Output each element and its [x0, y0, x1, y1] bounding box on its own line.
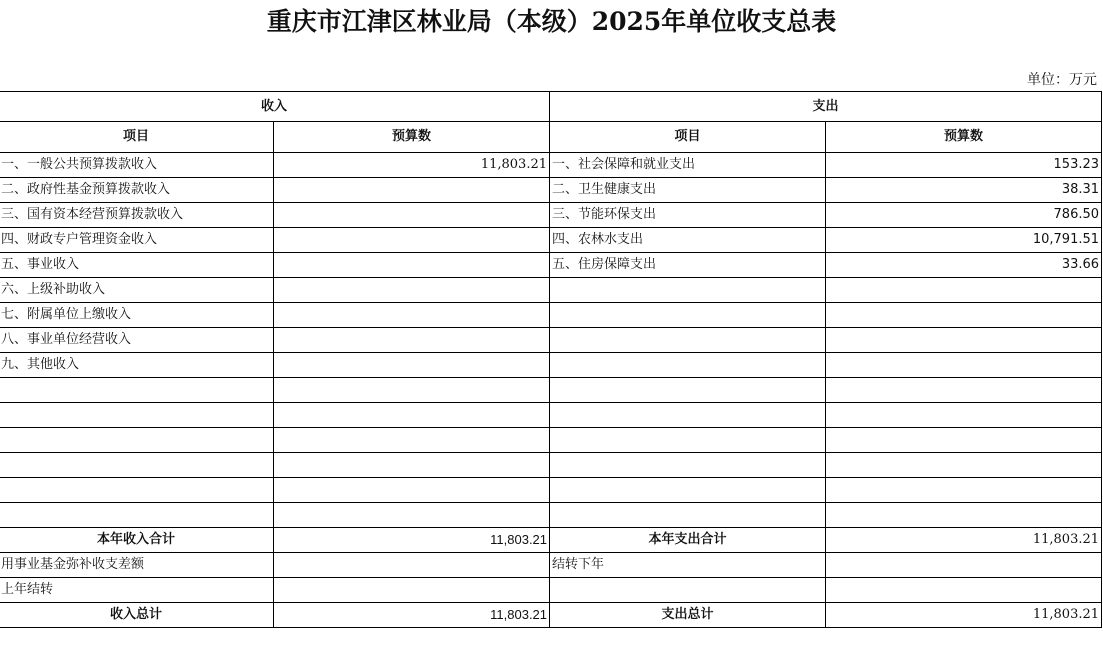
expense-header: 支出	[550, 92, 1102, 122]
empty-cell	[550, 428, 826, 453]
table-row	[0, 153, 1102, 178]
income-value	[274, 353, 550, 378]
empty-cell	[550, 403, 826, 428]
income-budget-header: 预算数	[274, 122, 550, 153]
expense-value: 33.66	[826, 253, 1102, 278]
income-value	[274, 278, 550, 303]
expense-value: 153.23	[826, 153, 1102, 178]
empty-cell	[826, 378, 1102, 403]
income-item-header: 项目	[0, 122, 274, 153]
empty-cell	[826, 453, 1102, 478]
empty-cell	[826, 428, 1102, 453]
empty-row	[0, 453, 1102, 478]
income-value	[274, 178, 550, 203]
income-value	[274, 303, 550, 328]
expense-grand-total-value: 11,803.21	[826, 603, 1102, 628]
expense-label: 一、社会保障和就业支出	[550, 153, 826, 178]
income-header: 收入	[0, 92, 550, 122]
expense-grand-total-label: 支出总计	[550, 603, 826, 628]
budget-table	[0, 91, 1102, 628]
empty-cell	[550, 503, 826, 528]
income-value	[274, 228, 550, 253]
empty-cell	[550, 378, 826, 403]
income-grand-total-value: 11,803.21	[274, 603, 550, 628]
empty-cell	[826, 578, 1102, 603]
empty-cell	[826, 328, 1102, 353]
empty-row	[0, 378, 1102, 403]
expense-label: 三、节能环保支出	[550, 203, 826, 228]
empty-row	[0, 428, 1102, 453]
income-value	[274, 253, 550, 278]
year-total-row	[0, 528, 1102, 553]
fund-row	[0, 553, 1102, 578]
empty-cell	[274, 378, 550, 403]
empty-cell	[826, 403, 1102, 428]
expense-label: 二、卫生健康支出	[550, 178, 826, 203]
empty-cell	[826, 478, 1102, 503]
table-row	[0, 303, 1102, 328]
empty-cell	[0, 428, 274, 453]
expense-value: 38.31	[826, 178, 1102, 203]
empty-cell	[550, 578, 826, 603]
empty-cell	[550, 303, 826, 328]
income-label: 八、事业单位经营收入	[0, 328, 274, 353]
year-expense-total-value: 11,803.21	[826, 528, 1102, 553]
fund-label: 用事业基金弥补收支差额	[0, 553, 274, 578]
income-label: 五、事业收入	[0, 253, 274, 278]
prev-year-row	[0, 578, 1102, 603]
year-expense-total-label: 本年支出合计	[550, 528, 826, 553]
empty-row	[0, 403, 1102, 428]
empty-cell	[274, 453, 550, 478]
empty-cell	[0, 378, 274, 403]
empty-cell	[826, 353, 1102, 378]
table-row	[0, 253, 1102, 278]
page-title: 重庆市江津区林业局（本级）2025年单位收支总表	[266, 7, 837, 36]
column-header-row	[0, 122, 1102, 153]
prev-year-label: 上年结转	[0, 578, 274, 603]
expense-budget-header: 预算数	[826, 122, 1102, 153]
table-row	[0, 278, 1102, 303]
income-label: 三、国有资本经营预算拨款收入	[0, 203, 274, 228]
expense-value: 786.50	[826, 203, 1102, 228]
income-label: 九、其他收入	[0, 353, 274, 378]
table-row	[0, 328, 1102, 353]
income-label: 一、一般公共预算拨款收入	[0, 153, 274, 178]
empty-cell	[274, 578, 550, 603]
expense-value: 10,791.51	[826, 228, 1102, 253]
empty-row	[0, 503, 1102, 528]
empty-cell	[274, 503, 550, 528]
empty-cell	[274, 478, 550, 503]
empty-cell	[550, 453, 826, 478]
empty-row	[0, 478, 1102, 503]
empty-cell	[826, 278, 1102, 303]
income-label: 二、政府性基金预算拨款收入	[0, 178, 274, 203]
income-value	[274, 203, 550, 228]
income-label: 七、附属单位上缴收入	[0, 303, 274, 328]
empty-cell	[0, 478, 274, 503]
table-header-row	[0, 92, 1102, 122]
year-income-total-value: 11,803.21	[274, 528, 550, 553]
carry-forward-label: 结转下年	[550, 553, 826, 578]
grand-total-row	[0, 603, 1102, 628]
expense-label: 五、住房保障支出	[550, 253, 826, 278]
empty-cell	[274, 428, 550, 453]
empty-cell	[550, 353, 826, 378]
empty-cell	[550, 328, 826, 353]
year-income-total-label: 本年收入合计	[0, 528, 274, 553]
empty-cell	[0, 403, 274, 428]
table-row	[0, 203, 1102, 228]
empty-cell	[274, 553, 550, 578]
empty-cell	[0, 453, 274, 478]
empty-cell	[826, 503, 1102, 528]
income-label: 六、上级补助收入	[0, 278, 274, 303]
income-value	[274, 328, 550, 353]
empty-cell	[550, 478, 826, 503]
unit-label: 单位：万元	[1027, 72, 1097, 88]
empty-cell	[826, 303, 1102, 328]
empty-cell	[0, 503, 274, 528]
empty-cell	[826, 553, 1102, 578]
empty-cell	[274, 403, 550, 428]
table-row	[0, 228, 1102, 253]
table-row	[0, 353, 1102, 378]
expense-item-header: 项目	[550, 122, 826, 153]
income-grand-total-label: 收入总计	[0, 603, 274, 628]
expense-label: 四、农林水支出	[550, 228, 826, 253]
table-row	[0, 178, 1102, 203]
income-value: 11,803.21	[274, 153, 550, 178]
empty-cell	[550, 278, 826, 303]
income-label: 四、财政专户管理资金收入	[0, 228, 274, 253]
